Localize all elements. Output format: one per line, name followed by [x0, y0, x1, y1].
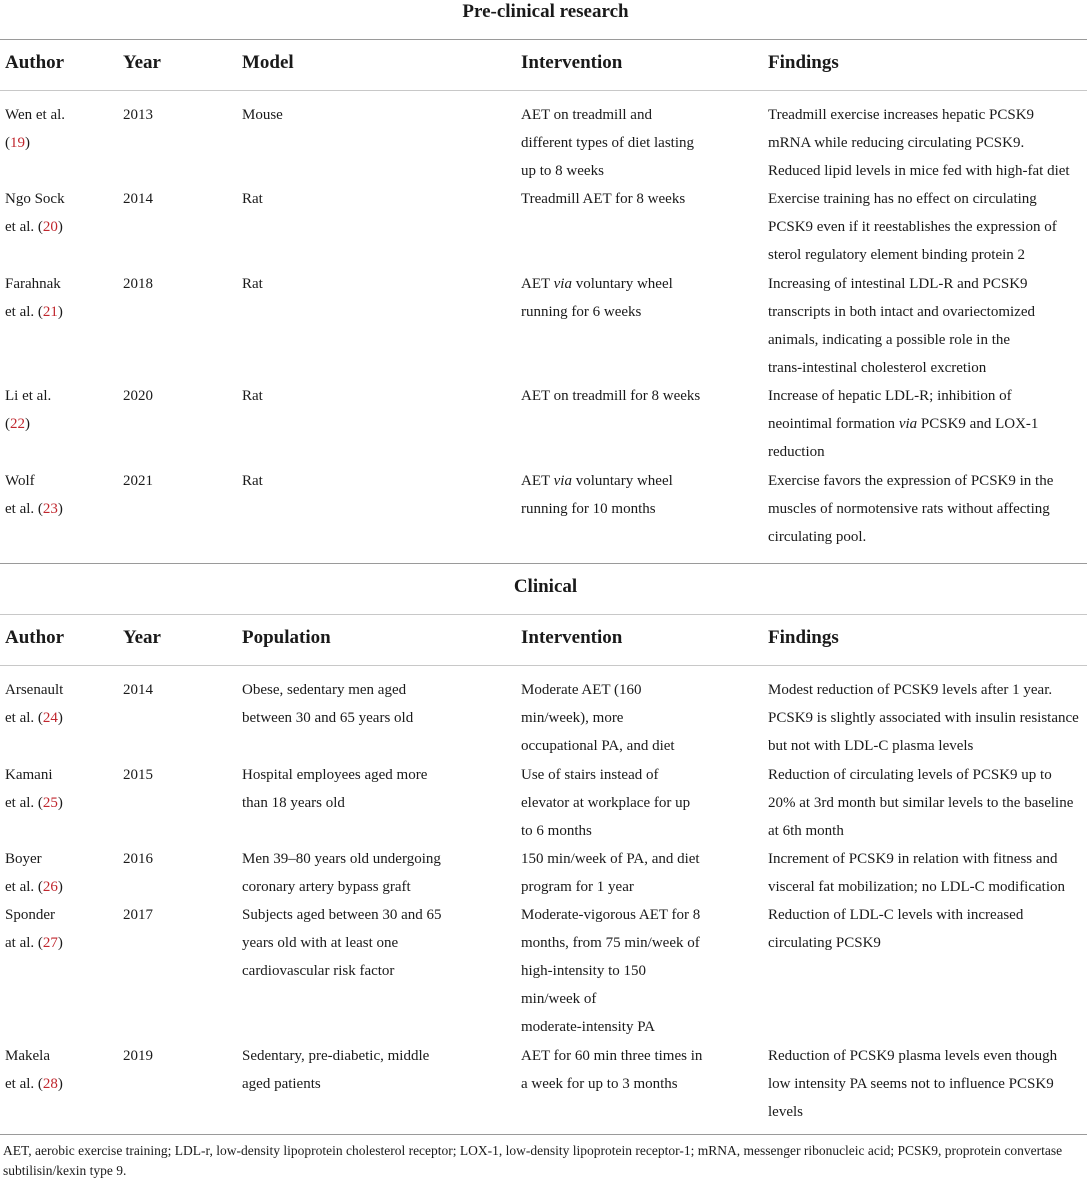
- table-row-intervention: Moderate-vigorous AET for 8 months, from 75 min/week of high-intensity to 150 min/week of moderate-intensity PA: [521, 907, 701, 1035]
- table-row-model: Rat: [242, 276, 263, 292]
- table-row-year: 2013: [123, 107, 153, 123]
- header-population: Population: [242, 627, 331, 648]
- table-row-population: Hospital employees aged more than 18 years old: [242, 767, 428, 811]
- table-row-year: 2020: [123, 388, 153, 404]
- citation-link[interactable]: 22: [10, 416, 25, 432]
- table-row-author: Boyer et al. (26): [5, 851, 63, 895]
- header-year: Year: [123, 627, 161, 648]
- citation-link[interactable]: 24: [42, 710, 58, 726]
- table-row-findings: Exercise favors the expression of PCSK9 in the muscles of normotensive rats without affecting circulating pool.: [768, 473, 1054, 545]
- header-intervention: Intervention: [521, 627, 623, 648]
- table-row-author: Li et al. (22): [5, 388, 52, 432]
- table-row-year: 2014: [123, 191, 153, 207]
- header-author: Author: [5, 52, 65, 73]
- divider: [0, 563, 1087, 564]
- table-row-findings: Exercise training has no effect on circulating PCSK9 even if it reestablishes the expression of sterol regulatory element binding protein 2: [768, 191, 1057, 263]
- table-row-findings: Treadmill exercise increases hepatic PCSK9 mRNA while reducing circulating PCSK9. Reduced lipid levels in mice fed with high-fat diet: [768, 107, 1070, 179]
- table-row-year: 2015: [123, 767, 153, 783]
- divider: [0, 1134, 1087, 1135]
- table-row-population: Subjects aged between 30 and 65 years old with at least one cardiovascular risk factor: [242, 907, 442, 979]
- citation-link[interactable]: 20: [42, 219, 58, 235]
- table-row-author: Ngo Sock et al. (20): [5, 191, 65, 235]
- header-year: Year: [123, 52, 161, 73]
- header-author: Author: [5, 627, 65, 648]
- citation-link[interactable]: 25: [42, 795, 58, 811]
- header-findings: Findings: [768, 52, 839, 73]
- table-row-intervention: Use of stairs instead of elevator at workplace for up to 6 months: [521, 767, 691, 839]
- table-row-model: Rat: [242, 388, 263, 404]
- header-model: Model: [242, 52, 294, 73]
- table-row-year: 2014: [123, 682, 153, 698]
- table-row-intervention: AET on treadmill for 8 weeks: [521, 388, 701, 404]
- table-row-intervention: AET on treadmill and different types of diet lasting up to 8 weeks: [521, 107, 695, 179]
- table-row-population: Obese, sedentary men aged between 30 and 65 years old: [242, 682, 414, 726]
- preclinical-title: Pre-clinical research: [462, 1, 629, 22]
- citation-link[interactable]: 23: [42, 501, 58, 517]
- table-row-intervention: AET via voluntary wheel running for 10 months: [521, 473, 673, 517]
- table-row-intervention: Moderate AET (160 min/week), more occupational PA, and diet: [521, 682, 675, 754]
- citation-link[interactable]: 21: [42, 304, 58, 320]
- table-row-findings: Increase of hepatic LDL-R; inhibition of neointimal formation via PCSK9 and LOX-1 reduction: [768, 388, 1039, 460]
- table-row-author: Makela et al. (28): [5, 1048, 63, 1092]
- table-row-findings: Reduction of LDL-C levels with increased circulating PCSK9: [768, 907, 1024, 951]
- table-row-author: Farahnak et al. (21): [5, 276, 63, 320]
- citation-link[interactable]: 27: [42, 935, 58, 951]
- header-findings: Findings: [768, 627, 839, 648]
- table-row-population: Sedentary, pre-diabetic, middle aged patients: [242, 1048, 430, 1092]
- table-row-population: Men 39–80 years old undergoing coronary artery bypass graft: [242, 851, 441, 895]
- table-row-author: Wen et al. (19): [5, 107, 66, 151]
- divider: [0, 614, 1087, 615]
- header-intervention: Intervention: [521, 52, 623, 73]
- table-row-findings: Increasing of intestinal LDL-R and PCSK9 transcripts in both intact and ovariectomized animals, indicating a possible role in the trans-intestinal cholesterol excretion: [768, 276, 1035, 376]
- table-row-findings: Reduction of circulating levels of PCSK9 up to 20% at 3rd month but similar levels to the baseline at 6th month: [768, 767, 1074, 839]
- table-footnote: AET, aerobic exercise training; LDL-r, low-density lipoprotein cholesterol receptor; LOX-1, low-density lipoprotein receptor-1; mRNA, messenger ribonucleic acid; PCSK9, proprotein convertase subtilisin/kexin type 9.: [3, 1143, 1063, 1178]
- table-row-year: 2021: [123, 473, 153, 489]
- table-row-model: Mouse: [242, 107, 283, 123]
- table-row-year: 2019: [123, 1048, 153, 1064]
- divider: [0, 39, 1087, 40]
- table-row-author: Sponder at al. (27): [5, 907, 63, 951]
- table-row-year: 2018: [123, 276, 153, 292]
- table-row-intervention: AET for 60 min three times in a week for up to 3 months: [521, 1048, 703, 1092]
- table-row-author: Kamani et al. (25): [5, 767, 63, 811]
- clinical-title: Clinical: [513, 576, 578, 597]
- table-row-findings: Modest reduction of PCSK9 levels after 1 year. PCSK9 is slightly associated with insulin resistance but not with LDL-C plasma levels: [768, 682, 1079, 754]
- table-row-intervention: 150 min/week of PA, and diet program for 1 year: [521, 851, 700, 895]
- table-row-findings: Reduction of PCSK9 plasma levels even though low intensity PA seems not to influence PCSK9 levels: [768, 1048, 1058, 1120]
- table-row-intervention: AET via voluntary wheel running for 6 weeks: [521, 276, 673, 320]
- table-row-year: 2017: [123, 907, 153, 923]
- citation-link[interactable]: 26: [42, 879, 58, 895]
- table-row-year: 2016: [123, 851, 153, 867]
- table-row-author: Arsenault et al. (24): [5, 682, 64, 726]
- citation-link[interactable]: 19: [10, 135, 25, 151]
- divider: [0, 90, 1087, 91]
- citation-link[interactable]: 28: [42, 1076, 58, 1092]
- table-row-model: Rat: [242, 473, 263, 489]
- table-row-intervention: Treadmill AET for 8 weeks: [521, 191, 686, 207]
- divider: [0, 665, 1087, 666]
- table-row-model: Rat: [242, 191, 263, 207]
- table-row-findings: Increment of PCSK9 in relation with fitness and visceral fat mobilization; no LDL-C modification: [768, 851, 1066, 895]
- table-row-author: Wolf et al. (23): [5, 473, 63, 517]
